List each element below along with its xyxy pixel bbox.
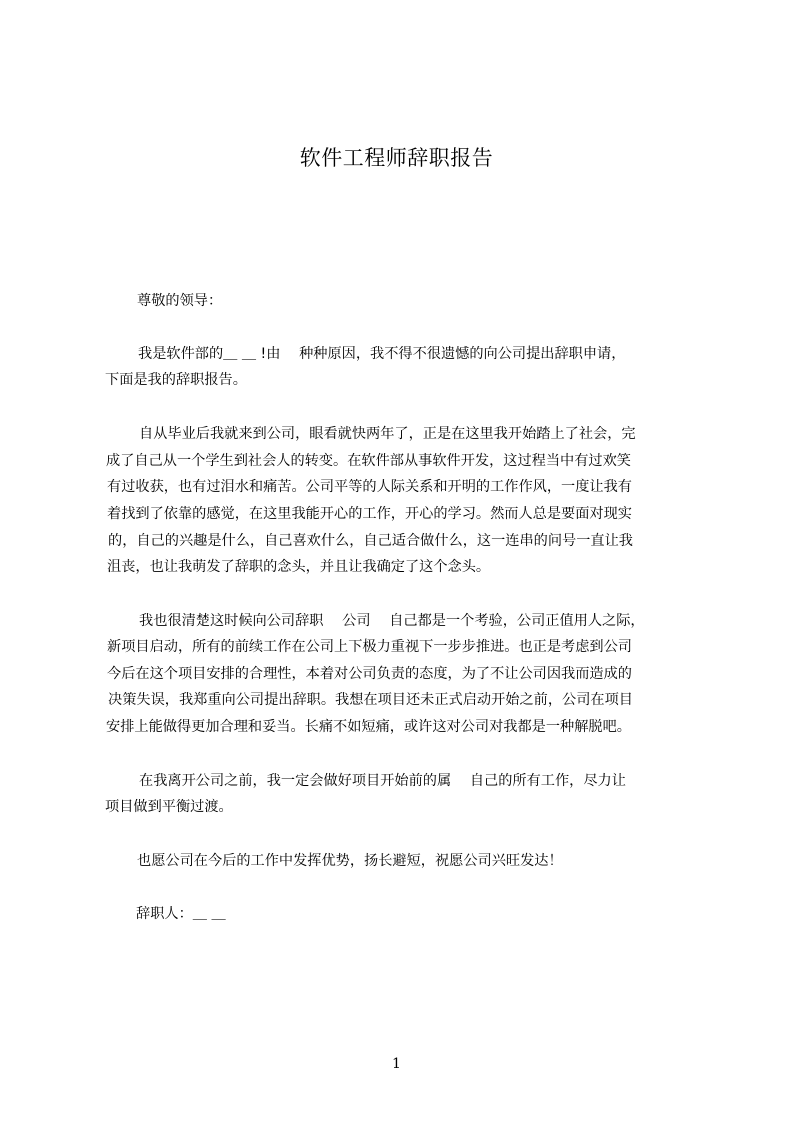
paragraph-3-line-3: 今后在这个项目安排的合理性，本着对公司负责的态度，为了不让公司因我而造成的 — [107, 666, 632, 682]
salutation: 尊敬的领导： — [137, 293, 223, 309]
paragraph-3-line-2: 新项目启动，所有的前续工作在公司上下极力重视下一步步推进。也正是考虑到公司 — [107, 639, 632, 655]
page-number: 1 — [392, 1056, 401, 1072]
paragraph-4-line-2: 项目做到平衡过渡。 — [105, 799, 233, 815]
paragraph-5: 也愿公司在今后的工作中发挥优势，扬长避短，祝愿公司兴旺发达！ — [137, 853, 563, 869]
paragraph-1-line-1: 我是软件部的＿ ＿ !由 种种原因，我不得不很遗憾的向公司提出辞职申请， — [138, 346, 626, 362]
paragraph-2-line-2: 成了自己从一个学生到社会人的转变。在软件部从事软件开发，这过程当中有过欢笑 — [106, 453, 631, 469]
paragraph-3-line-4: 决策失误，我郑重向公司提出辞职。我想在项目还未正式启动开始之前，公司在项目 — [108, 692, 633, 708]
paragraph-1-line-2: 下面是我的辞职报告。 — [105, 372, 247, 388]
paragraph-3-line-1: 我也很清楚这时候向公司辞职 公司 自己都是一个考验，公司正值用人之际， — [139, 613, 645, 629]
signature-line: 辞职人：＿ ＿ — [136, 906, 226, 922]
paragraph-2-line-3: 有过收获，也有过泪水和痛苦。公司平等的人际关系和开明的工作作风，一度让我有 — [107, 479, 632, 495]
paragraph-4-line-1: 在我离开公司之前，我一定会做好项目开始前的属 自己的所有工作，尽力让 — [139, 773, 626, 789]
document-title: 软件工程师辞职报告 — [299, 146, 494, 170]
paragraph-2-line-4: 着找到了依靠的感觉，在这里我能开心的工作，开心的学习。然而人总是要面对现实 — [107, 506, 632, 522]
paragraph-2-line-6: 沮丧，也让我萌发了辞职的念头，并且让我确定了这个念头。 — [107, 559, 491, 575]
paragraph-2-line-1: 自从毕业后我就来到公司，眼看就快两年了，正是在这里我开始踏上了社会，完 — [139, 426, 636, 442]
paragraph-3-line-5: 安排上能做得更加合理和妥当。长痛不如短痛，或许这对公司对我都是一种解脱吧。 — [106, 719, 631, 735]
paragraph-2-line-5: 的，自己的兴趣是什么，自己喜欢什么，自己适合做什么，这一连串的问号一直让我 — [108, 533, 633, 549]
